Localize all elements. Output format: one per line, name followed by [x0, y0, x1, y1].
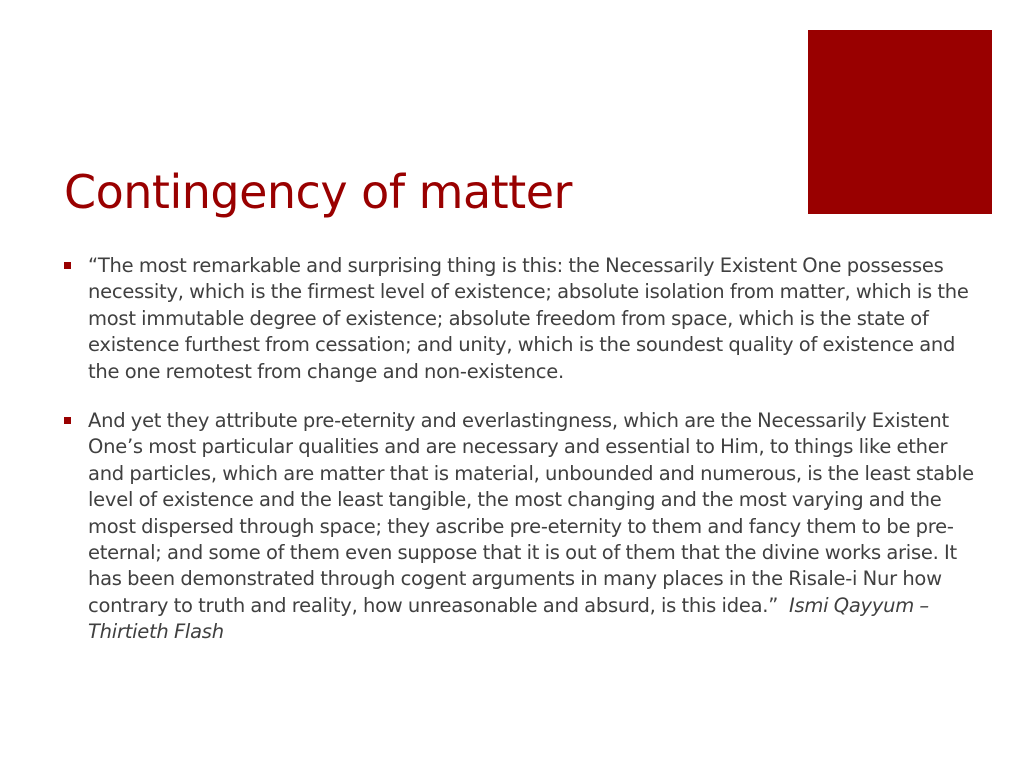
- bullet-item: [64, 253, 980, 385]
- bullet-text: “The most remarkable and surprising thing is this: the Necessarily Existent One possesses necessity, which is the firmest level of existence; absolute isolation from matter, which is the most immutable degree of existence; absolute freedom from space, which is the state of existence furthest from cessation; and unity, which is the soundest quality of existence and the one remotest from change and non-existence.: [88, 254, 969, 383]
- square-bullet-icon: [64, 417, 71, 424]
- bullet-item: [64, 408, 980, 646]
- square-bullet-icon: [64, 262, 71, 269]
- bullet-list: [64, 253, 980, 646]
- slide-title: Contingency of matter: [64, 165, 572, 219]
- accent-square: [808, 30, 992, 214]
- quote-citation: Ismi Qayyum – Thirtieth Flash: [88, 593, 929, 644]
- bullet-text: And yet they attribute pre-eternity and everlastingness, which are the Necessarily Existent One’s most particular qualities and are necessary and essential to Him, to things like ether and particles, which are matter that is material, unbounded and numerous, is the least stable level of existence and the least tangible, the most changing and the most varying and the most dispersed through space; they ascribe pre-eternity to them and fancy them to be pre-eternal; and some of them even suppose that it is out of them that the divine works arise. It has been demonstrated through cogent arguments in many places in the Risale-i Nur how contrary to truth and reality, how unreasonable and absurd, is this idea.”: [88, 409, 974, 617]
